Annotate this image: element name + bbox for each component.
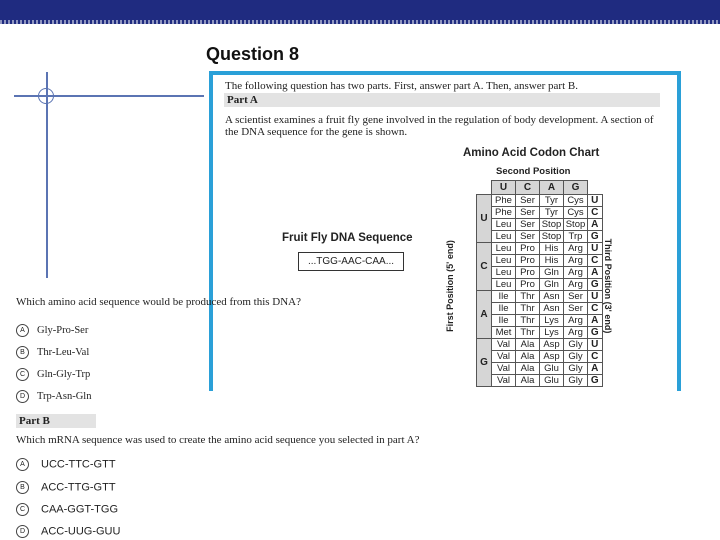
codon-header-row bbox=[477, 181, 603, 195]
codon-cell: Leu bbox=[492, 219, 516, 231]
codon-cell: Met bbox=[492, 327, 516, 339]
part-a-option-c[interactable] bbox=[16, 368, 90, 381]
codon-row bbox=[477, 243, 603, 255]
codon-cell: Gly bbox=[564, 363, 588, 375]
option-letter-icon: D bbox=[16, 525, 29, 538]
codon-row bbox=[477, 351, 603, 363]
part-b-option-b[interactable] bbox=[16, 481, 116, 494]
codon-cell: Arg bbox=[564, 255, 588, 267]
codon-cell: Leu bbox=[492, 243, 516, 255]
third-base: U bbox=[588, 291, 603, 303]
third-base: G bbox=[588, 279, 603, 291]
header-stripes bbox=[0, 20, 720, 24]
part-b-option-c[interactable] bbox=[16, 503, 118, 516]
codon-cell: Cys bbox=[564, 207, 588, 219]
codon-cell: His bbox=[540, 255, 564, 267]
codon-cell: Arg bbox=[564, 279, 588, 291]
codon-cell: Leu bbox=[492, 279, 516, 291]
codon-cell: Stop bbox=[564, 219, 588, 231]
third-base: C bbox=[588, 255, 603, 267]
codon-cell: Glu bbox=[540, 375, 564, 387]
second-base-g: G bbox=[564, 181, 588, 195]
first-base: G bbox=[477, 339, 492, 387]
codon-row bbox=[477, 255, 603, 267]
codon-row bbox=[477, 195, 603, 207]
third-base: U bbox=[588, 243, 603, 255]
option-letter-icon: D bbox=[16, 390, 29, 403]
codon-cell: Asn bbox=[540, 303, 564, 315]
third-base: A bbox=[588, 219, 603, 231]
first-base: U bbox=[477, 195, 492, 243]
codon-row bbox=[477, 363, 603, 375]
second-base-u: U bbox=[492, 181, 516, 195]
first-position-label: First Position (5' end) bbox=[445, 240, 455, 332]
codon-cell: Stop bbox=[540, 219, 564, 231]
third-base: G bbox=[588, 327, 603, 339]
codon-cell: Asn bbox=[540, 291, 564, 303]
option-letter-icon: A bbox=[16, 458, 29, 471]
third-base: A bbox=[588, 315, 603, 327]
codon-cell: Ala bbox=[516, 351, 540, 363]
codon-row bbox=[477, 291, 603, 303]
intro-text: The following question has two parts. First, answer part A. Then, answer part B. bbox=[225, 80, 578, 92]
codon-cell: Gln bbox=[540, 267, 564, 279]
codon-cell: Lys bbox=[540, 327, 564, 339]
codon-cell: Val bbox=[492, 351, 516, 363]
codon-chart-title: Amino Acid Codon Chart bbox=[463, 147, 600, 159]
codon-cell: Leu bbox=[492, 231, 516, 243]
codon-row bbox=[477, 231, 603, 243]
codon-row bbox=[477, 303, 603, 315]
codon-cell: Stop bbox=[540, 231, 564, 243]
third-base: G bbox=[588, 375, 603, 387]
part-b-option-a[interactable] bbox=[16, 458, 116, 471]
codon-cell: Lys bbox=[540, 315, 564, 327]
codon-cell: Ser bbox=[564, 303, 588, 315]
third-base: U bbox=[588, 195, 603, 207]
codon-row bbox=[477, 339, 603, 351]
codon-cell: Ile bbox=[492, 315, 516, 327]
second-base-a: A bbox=[540, 181, 564, 195]
option-text: Gly-Pro-Ser bbox=[37, 324, 89, 336]
codon-cell: Cys bbox=[564, 195, 588, 207]
codon-cell: Ser bbox=[516, 219, 540, 231]
codon-chart-table bbox=[476, 180, 603, 387]
first-base: C bbox=[477, 243, 492, 291]
option-letter-icon: B bbox=[16, 346, 29, 359]
codon-row bbox=[477, 279, 603, 291]
codon-cell: Tyr bbox=[540, 195, 564, 207]
option-text: ACC-TTG-GTT bbox=[41, 481, 116, 494]
part-a-question: Which amino acid sequence would be produced from this DNA? bbox=[16, 296, 301, 308]
part-b-question: Which mRNA sequence was used to create the amino acid sequence you selected in part A? bbox=[16, 434, 420, 446]
codon-cell: Arg bbox=[564, 327, 588, 339]
option-letter-icon: B bbox=[16, 481, 29, 494]
codon-row bbox=[477, 375, 603, 387]
third-base: U bbox=[588, 339, 603, 351]
third-base: G bbox=[588, 231, 603, 243]
codon-cell: Leu bbox=[492, 267, 516, 279]
codon-cell: Gln bbox=[540, 279, 564, 291]
codon-cell: Ile bbox=[492, 303, 516, 315]
option-text: Trp-Asn-Gln bbox=[37, 390, 92, 402]
part-a-header: Part A bbox=[224, 93, 660, 107]
codon-cell: Asp bbox=[540, 339, 564, 351]
third-base: C bbox=[588, 303, 603, 315]
codon-cell: Thr bbox=[516, 291, 540, 303]
third-base: C bbox=[588, 207, 603, 219]
codon-cell: Thr bbox=[516, 327, 540, 339]
codon-cell: Ile bbox=[492, 291, 516, 303]
codon-cell: Val bbox=[492, 363, 516, 375]
option-text: Gln-Gly-Trp bbox=[37, 368, 91, 380]
codon-cell: Tyr bbox=[540, 207, 564, 219]
third-base: A bbox=[588, 267, 603, 279]
codon-cell: Val bbox=[492, 339, 516, 351]
codon-cell: Arg bbox=[564, 315, 588, 327]
codon-cell: Pro bbox=[516, 267, 540, 279]
codon-cell: Ala bbox=[516, 339, 540, 351]
codon-cell: Ala bbox=[516, 363, 540, 375]
third-base: A bbox=[588, 363, 603, 375]
second-position-label: Second Position bbox=[496, 166, 571, 177]
slide-header-bar bbox=[0, 0, 720, 24]
option-letter-icon: A bbox=[16, 324, 29, 337]
codon-cell: Gly bbox=[564, 375, 588, 387]
first-base: A bbox=[477, 291, 492, 339]
third-position-label: Third Position (3' end) bbox=[603, 238, 613, 334]
codon-cell: Thr bbox=[516, 315, 540, 327]
codon-row bbox=[477, 315, 603, 327]
codon-cell: Pro bbox=[516, 255, 540, 267]
dna-sequence-title: Fruit Fly DNA Sequence bbox=[282, 232, 413, 244]
codon-cell: Glu bbox=[540, 363, 564, 375]
third-base: C bbox=[588, 351, 603, 363]
codon-cell: Leu bbox=[492, 255, 516, 267]
question-title: Question 8 bbox=[206, 44, 300, 64]
option-text: CAA-GGT-TGG bbox=[41, 503, 118, 516]
crosshair-icon bbox=[38, 88, 54, 104]
codon-cell: Ser bbox=[516, 231, 540, 243]
part-a-option-a[interactable] bbox=[16, 324, 88, 337]
second-base-c: C bbox=[516, 181, 540, 195]
codon-cell: Thr bbox=[516, 303, 540, 315]
codon-row bbox=[477, 327, 603, 339]
codon-cell: Ser bbox=[516, 195, 540, 207]
dna-sequence-box: ...TGG-AAC-CAA... bbox=[298, 252, 404, 271]
option-text: UCC-TTC-GTT bbox=[41, 458, 116, 471]
part-a-option-d[interactable] bbox=[16, 390, 91, 403]
corner-cell bbox=[477, 181, 492, 195]
option-text: Thr-Leu-Val bbox=[37, 346, 90, 358]
codon-cell: Pro bbox=[516, 243, 540, 255]
option-text: ACC-UUG-GUU bbox=[41, 525, 121, 538]
codon-cell: Ser bbox=[564, 291, 588, 303]
codon-cell: Gly bbox=[564, 339, 588, 351]
option-letter-icon: C bbox=[16, 503, 29, 516]
codon-row bbox=[477, 219, 603, 231]
part-a-option-b[interactable] bbox=[16, 346, 89, 359]
corner-cell bbox=[588, 181, 603, 195]
option-letter-icon: C bbox=[16, 368, 29, 381]
codon-cell: Asp bbox=[540, 351, 564, 363]
scenario-text: A scientist examines a fruit fly gene involved in the regulation of body development. A section of the DNA sequence for the gene is shown. bbox=[225, 114, 654, 138]
part-b-header: Part B bbox=[16, 414, 96, 428]
codon-cell: Arg bbox=[564, 267, 588, 279]
codon-row bbox=[477, 207, 603, 219]
codon-row bbox=[477, 267, 603, 279]
codon-cell: His bbox=[540, 243, 564, 255]
codon-cell: Gly bbox=[564, 351, 588, 363]
codon-cell: Val bbox=[492, 375, 516, 387]
codon-cell: Trp bbox=[564, 231, 588, 243]
codon-cell: Phe bbox=[492, 195, 516, 207]
codon-cell: Ser bbox=[516, 207, 540, 219]
part-b-option-d[interactable] bbox=[16, 525, 120, 538]
codon-cell: Ala bbox=[516, 375, 540, 387]
codon-cell: Pro bbox=[516, 279, 540, 291]
codon-cell: Phe bbox=[492, 207, 516, 219]
codon-cell: Arg bbox=[564, 243, 588, 255]
